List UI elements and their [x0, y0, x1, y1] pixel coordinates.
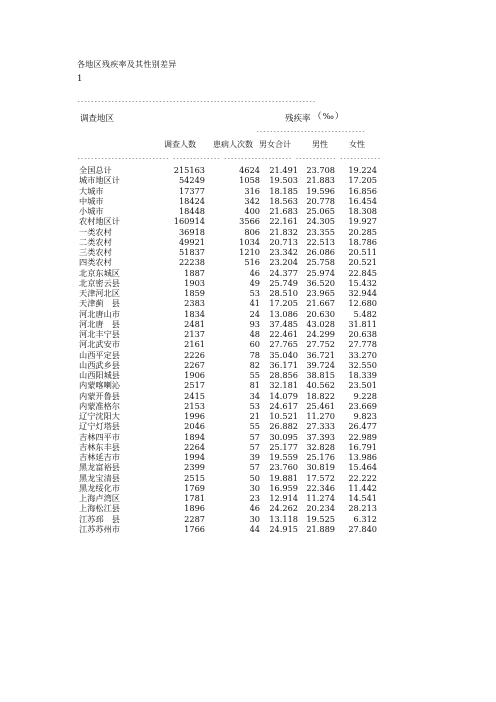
table-row — [77, 462, 377, 472]
rate-female-cell: 20.638 — [348, 329, 377, 339]
rate-male-cell: 24.299 — [306, 329, 335, 339]
region-cell: 北京东城区 — [79, 267, 120, 278]
header-both-sexes: 男女合计 — [259, 140, 291, 149]
table-row — [77, 391, 377, 401]
rate-male-cell: 25.065 — [306, 206, 335, 216]
region-cell: 山西武乡县 — [79, 359, 120, 370]
rate-female-cell: 26.477 — [348, 421, 377, 432]
rate-male-cell: 11.274 — [306, 493, 335, 503]
rate-total-cell: 24.377 — [269, 267, 298, 278]
region-cell: 城市地区计 — [79, 175, 120, 186]
header-disabled-count: 患病人次数 — [213, 140, 253, 149]
survey-people-cell: 18448 — [178, 206, 205, 216]
table-row — [77, 370, 377, 380]
region-cell: 河北唐 县 — [79, 318, 120, 329]
rate-male-cell: 19.596 — [306, 185, 335, 196]
rate-total-cell: 16.959 — [269, 482, 298, 493]
disabled-count-cell: 44 — [249, 523, 260, 534]
rate-male-cell: 25.176 — [306, 452, 335, 462]
table-row — [77, 175, 377, 185]
rate-male-cell: 20.234 — [306, 503, 335, 514]
disabled-count-cell: 60 — [249, 339, 260, 350]
rate-total-cell: 37.485 — [269, 318, 298, 329]
region-cell: 北京密云县 — [79, 277, 120, 288]
region-cell: 二类农村 — [79, 236, 112, 247]
rate-total-cell: 19.881 — [269, 472, 298, 483]
disabled-count-cell: 3566 — [239, 216, 260, 227]
region-cell: 一类农村 — [79, 226, 112, 237]
disabled-count-cell: 34 — [249, 390, 260, 401]
disabled-count-cell: 50 — [249, 472, 260, 483]
table-row — [77, 216, 377, 226]
table-row — [77, 278, 377, 288]
rate-male-cell: 21.889 — [306, 523, 335, 534]
table-row — [77, 401, 377, 411]
header-male: 男性 — [312, 140, 328, 149]
rate-female-cell: 28.213 — [348, 503, 377, 514]
page-number: 1 — [77, 74, 83, 84]
table-row — [77, 380, 377, 390]
rate-male-cell: 24.305 — [306, 216, 335, 227]
table-rule-bottom: --------------------------- -------------- -------------------- ------------ ------------ — [77, 156, 381, 162]
table-row — [77, 288, 377, 298]
disabled-count-cell: 53 — [249, 288, 260, 298]
disabled-count-cell: 78 — [249, 349, 260, 360]
rate-total-cell: 23.760 — [269, 462, 298, 473]
disabled-count-cell: 49 — [249, 277, 260, 288]
survey-people-cell: 22238 — [178, 257, 205, 268]
rate-female-cell: 22.989 — [348, 431, 377, 442]
disabled-count-cell: 1058 — [239, 175, 260, 186]
survey-people-cell: 2481 — [184, 318, 205, 329]
disabled-count-cell: 1210 — [239, 247, 260, 257]
header-rate: 残疾率 — [285, 114, 311, 124]
rate-female-cell: 27.840 — [348, 523, 377, 534]
rate-female-cell: 32.550 — [348, 359, 377, 370]
region-cell: 吉林东丰县 — [79, 441, 120, 452]
rate-male-cell: 43.028 — [306, 318, 335, 329]
rate-male-cell: 39.724 — [306, 359, 335, 370]
disabled-count-cell: 93 — [249, 318, 260, 329]
header-unit: （‰） — [313, 112, 345, 122]
rate-female-cell: 19.927 — [348, 216, 377, 227]
survey-people-cell: 36918 — [178, 226, 205, 237]
table-row — [77, 247, 377, 257]
disabled-count-cell: 806 — [244, 226, 260, 237]
disabled-count-cell: 39 — [249, 452, 260, 462]
rate-total-cell: 28.510 — [269, 288, 298, 298]
disabled-count-cell: 30 — [249, 513, 260, 524]
region-cell: 小城市 — [79, 206, 104, 216]
rate-total-cell: 25.177 — [269, 441, 298, 452]
survey-people-cell: 1996 — [184, 411, 205, 421]
rate-female-cell: 16.454 — [348, 195, 377, 206]
region-cell: 河北唐山市 — [79, 308, 120, 319]
survey-people-cell: 2287 — [184, 513, 205, 524]
region-cell: 中城市 — [79, 195, 104, 206]
survey-people-cell: 17377 — [178, 185, 205, 196]
survey-people-cell: 215163 — [173, 165, 205, 175]
survey-people-cell: 51837 — [178, 247, 205, 257]
disabled-count-cell: 400 — [244, 206, 260, 216]
region-cell: 黑龙绥化市 — [79, 482, 120, 493]
region-cell: 黑龙富裕县 — [79, 462, 120, 473]
table-row — [77, 514, 377, 524]
rate-male-cell: 18.822 — [306, 390, 335, 401]
region-cell: 全国总计 — [79, 165, 112, 175]
rate-male-cell: 11.270 — [306, 411, 335, 421]
survey-people-cell: 18424 — [178, 195, 205, 206]
table-row — [77, 473, 377, 483]
table-rule-mid: -------------------------------- — [256, 129, 366, 135]
disabled-count-cell: 48 — [249, 329, 260, 339]
rate-male-cell: 36.520 — [306, 277, 335, 288]
rate-total-cell: 32.181 — [269, 380, 298, 391]
disabled-count-cell: 41 — [249, 298, 260, 309]
region-cell: 上海松江县 — [79, 503, 120, 514]
rate-female-cell: 14.541 — [348, 493, 377, 503]
survey-people-cell: 160914 — [173, 216, 205, 227]
rate-female-cell: 15.464 — [348, 462, 377, 473]
table-row — [77, 186, 377, 196]
header-region: 调查地区 — [80, 114, 115, 124]
rate-female-cell: 18.308 — [348, 206, 377, 216]
rate-total-cell: 10.521 — [269, 411, 298, 421]
survey-people-cell: 1887 — [184, 267, 205, 278]
disabled-count-cell: 516 — [244, 257, 260, 268]
rate-female-cell: 9.228 — [353, 390, 377, 401]
rate-female-cell: 20.285 — [348, 226, 377, 237]
region-cell: 江苏邳 县 — [79, 513, 120, 524]
rate-male-cell: 23.355 — [306, 226, 335, 237]
region-cell: 四类农村 — [79, 257, 112, 268]
disabled-count-cell: 4624 — [239, 165, 260, 175]
rate-female-cell: 19.224 — [348, 165, 377, 175]
table-row — [77, 493, 377, 503]
rate-female-cell: 6.312 — [353, 513, 377, 524]
survey-people-cell: 54249 — [178, 175, 205, 186]
rate-total-cell: 20.713 — [269, 236, 298, 247]
table-row — [77, 206, 377, 216]
survey-people-cell: 1769 — [184, 482, 205, 493]
region-cell: 天津河北区 — [79, 288, 120, 298]
survey-people-cell: 2399 — [184, 462, 205, 473]
rate-female-cell: 22.845 — [348, 267, 377, 278]
disabled-count-cell: 55 — [249, 421, 260, 432]
region-cell: 吉林延吉市 — [79, 452, 120, 462]
rate-female-cell: 11.442 — [348, 482, 377, 493]
disabled-count-cell: 82 — [249, 359, 260, 370]
table-row — [77, 442, 377, 452]
rate-female-cell: 9.823 — [353, 411, 377, 421]
region-cell: 天津蓟 县 — [79, 298, 120, 309]
survey-people-cell: 2415 — [184, 390, 205, 401]
header-female: 女性 — [349, 140, 365, 149]
region-cell: 内蒙准格尔 — [79, 400, 120, 411]
rate-total-cell: 18.563 — [269, 195, 298, 206]
rate-total-cell: 26.882 — [269, 421, 298, 432]
survey-people-cell: 2264 — [184, 441, 205, 452]
rate-female-cell: 23.501 — [348, 380, 377, 391]
survey-people-cell: 1859 — [184, 288, 205, 298]
rate-total-cell: 25.749 — [269, 277, 298, 288]
table-row — [77, 165, 377, 175]
table-row — [77, 452, 377, 462]
rate-female-cell: 33.270 — [348, 349, 377, 360]
rate-female-cell: 23.669 — [348, 400, 377, 411]
table-row — [77, 503, 377, 513]
table-row — [77, 411, 377, 421]
table-rule-top: ---------------------------------------------------------------------- — [77, 99, 316, 105]
rate-male-cell: 23.965 — [306, 288, 335, 298]
rate-female-cell: 5.482 — [353, 308, 377, 319]
rate-total-cell: 23.342 — [269, 247, 298, 257]
table-row — [77, 339, 377, 349]
rate-female-cell: 20.511 — [348, 247, 377, 257]
rate-female-cell: 18.786 — [348, 236, 377, 247]
disabled-count-cell: 46 — [249, 267, 260, 278]
rate-male-cell: 27.333 — [306, 421, 335, 432]
table-row — [77, 350, 377, 360]
survey-people-cell: 2137 — [184, 329, 205, 339]
table-row — [77, 421, 377, 431]
survey-people-cell: 1906 — [184, 370, 205, 380]
table-row — [77, 227, 377, 237]
rate-total-cell: 35.040 — [269, 349, 298, 360]
rate-male-cell: 25.974 — [306, 267, 335, 278]
rate-total-cell: 21.683 — [269, 206, 298, 216]
survey-people-cell: 1903 — [184, 277, 205, 288]
region-cell: 河北丰宁县 — [79, 329, 120, 339]
disabled-count-cell: 30 — [249, 482, 260, 493]
disabled-count-cell: 55 — [249, 370, 260, 380]
survey-people-cell: 1894 — [184, 431, 205, 442]
rate-female-cell: 16.856 — [348, 185, 377, 196]
table-row — [77, 237, 377, 247]
survey-people-cell: 2046 — [184, 421, 205, 432]
rate-male-cell: 22.513 — [306, 236, 335, 247]
rate-total-cell: 18.185 — [269, 185, 298, 196]
table-row — [77, 309, 377, 319]
survey-people-cell: 1781 — [184, 493, 205, 503]
region-cell: 上海卢湾区 — [79, 493, 120, 503]
survey-people-cell: 2226 — [184, 349, 205, 360]
region-cell: 吉林四平市 — [79, 431, 120, 442]
rate-male-cell: 40.562 — [306, 380, 335, 391]
table-row — [77, 257, 377, 267]
region-cell: 山西平定县 — [79, 349, 120, 360]
disabled-count-cell: 1034 — [239, 236, 260, 247]
rate-total-cell: 24.617 — [269, 400, 298, 411]
rate-female-cell: 22.222 — [348, 472, 377, 483]
rate-total-cell: 22.161 — [269, 216, 298, 227]
rate-male-cell: 27.752 — [306, 339, 335, 350]
rate-total-cell: 21.832 — [269, 226, 298, 237]
rate-female-cell: 17.205 — [348, 175, 377, 186]
table-row — [77, 196, 377, 206]
region-cell: 江苏苏州市 — [79, 523, 120, 534]
rate-female-cell: 32.944 — [348, 288, 377, 298]
rate-male-cell: 23.708 — [306, 165, 335, 175]
region-cell: 辽宁沈阳大 — [79, 411, 120, 421]
rate-total-cell: 21.491 — [269, 165, 298, 175]
disabled-count-cell: 21 — [249, 411, 260, 421]
disabled-count-cell: 46 — [249, 503, 260, 514]
rate-male-cell: 38.815 — [306, 370, 335, 380]
rate-female-cell: 31.811 — [348, 318, 377, 329]
rate-male-cell: 17.572 — [306, 472, 335, 483]
disabled-count-cell: 23 — [249, 493, 260, 503]
disabled-count-cell: 24 — [249, 308, 260, 319]
disabled-count-cell: 57 — [249, 431, 260, 442]
region-cell: 河北武安市 — [79, 339, 120, 350]
rate-male-cell: 25.758 — [306, 257, 335, 268]
rate-total-cell: 27.765 — [269, 339, 298, 350]
disabled-count-cell: 316 — [244, 185, 260, 196]
rate-total-cell: 19.503 — [269, 175, 298, 186]
region-cell: 农村地区计 — [79, 216, 120, 227]
rate-total-cell: 30.095 — [269, 431, 298, 442]
rate-total-cell: 13.086 — [269, 308, 298, 319]
rate-total-cell: 28.856 — [269, 370, 298, 380]
rate-male-cell: 22.346 — [306, 482, 335, 493]
survey-people-cell: 1834 — [184, 308, 205, 319]
survey-people-cell: 2515 — [184, 472, 205, 483]
rate-male-cell: 25.461 — [306, 400, 335, 411]
survey-people-cell: 1994 — [184, 452, 205, 462]
table-row — [77, 432, 377, 442]
rate-total-cell: 22.461 — [269, 329, 298, 339]
region-cell: 三类农村 — [79, 247, 112, 257]
survey-people-cell: 2267 — [184, 359, 205, 370]
table-row — [77, 524, 377, 534]
rate-total-cell: 17.205 — [269, 298, 298, 309]
disabled-count-cell: 342 — [244, 195, 260, 206]
disabled-count-cell: 53 — [249, 400, 260, 411]
rate-female-cell: 12.680 — [348, 298, 377, 309]
rate-male-cell: 26.086 — [306, 247, 335, 257]
table-row — [77, 329, 377, 339]
rate-female-cell: 27.778 — [348, 339, 377, 350]
disabled-count-cell: 57 — [249, 441, 260, 452]
rate-female-cell: 16.791 — [348, 441, 377, 452]
rate-male-cell: 21.883 — [306, 175, 335, 186]
survey-people-cell: 2161 — [184, 339, 205, 350]
rate-total-cell: 23.204 — [269, 257, 298, 268]
header-survey-people: 调查人数 — [164, 140, 196, 149]
rate-female-cell: 13.986 — [348, 452, 377, 462]
rate-male-cell: 36.721 — [306, 349, 335, 360]
table-row — [77, 268, 377, 278]
rate-total-cell: 12.914 — [269, 493, 298, 503]
region-cell: 辽宁灯塔县 — [79, 421, 120, 432]
rate-total-cell: 24.915 — [269, 523, 298, 534]
rate-male-cell: 20.630 — [306, 308, 335, 319]
region-cell: 内蒙喀喇沁 — [79, 380, 120, 391]
region-cell: 山西阳城县 — [79, 370, 120, 380]
disabled-count-cell: 57 — [249, 462, 260, 473]
table-row — [77, 319, 377, 329]
survey-people-cell: 49921 — [178, 236, 205, 247]
survey-people-cell: 1766 — [184, 523, 205, 534]
data-table — [77, 165, 377, 534]
region-cell: 黑龙宝清县 — [79, 472, 120, 483]
disabled-count-cell: 81 — [249, 380, 260, 391]
rate-total-cell: 14.079 — [269, 390, 298, 401]
rate-male-cell: 37.393 — [306, 431, 335, 442]
document-title: 各地区残疾率及其性别差异 — [77, 60, 177, 69]
rate-male-cell: 20.778 — [306, 195, 335, 206]
rate-total-cell: 36.171 — [269, 359, 298, 370]
rate-male-cell: 19.525 — [306, 513, 335, 524]
rate-total-cell: 13.118 — [269, 513, 298, 524]
region-cell: 内蒙开鲁县 — [79, 390, 120, 401]
region-cell: 大城市 — [79, 185, 104, 196]
survey-people-cell: 2517 — [184, 380, 205, 391]
rate-female-cell: 20.521 — [348, 257, 377, 268]
table-row — [77, 360, 377, 370]
survey-people-cell: 2153 — [184, 400, 205, 411]
survey-people-cell: 2383 — [184, 298, 205, 309]
rate-female-cell: 18.339 — [348, 370, 377, 380]
rate-female-cell: 15.432 — [348, 277, 377, 288]
rate-male-cell: 30.819 — [306, 462, 335, 473]
survey-people-cell: 1896 — [184, 503, 205, 514]
table-row — [77, 298, 377, 308]
rate-total-cell: 19.559 — [269, 452, 298, 462]
rate-male-cell: 21.667 — [306, 298, 335, 309]
table-row — [77, 483, 377, 493]
rate-total-cell: 24.262 — [269, 503, 298, 514]
rate-male-cell: 32.828 — [306, 441, 335, 452]
